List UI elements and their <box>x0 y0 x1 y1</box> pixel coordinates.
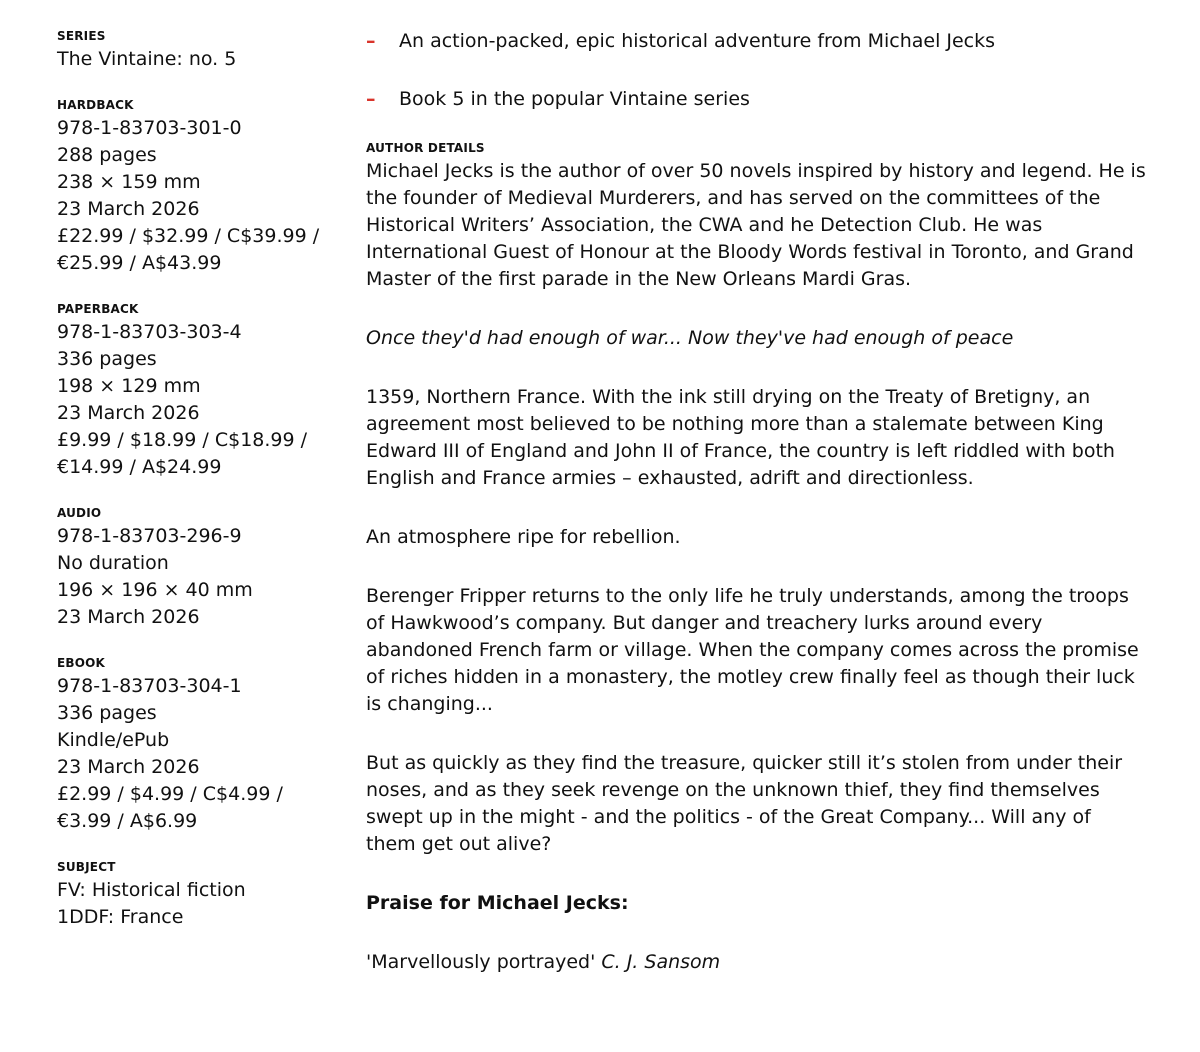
description-paragraph: But as quickly as they find the treasure, quicker still it’s stolen from under their noses, and as they seek revenge on the unknown thief, they find themselves swept up in the might - and the politics - of the Great Company... Will any of them get out alive? <box>366 752 1123 855</box>
highlight-bullet-text: An action-packed, epic historical adventure from Michael Jecks <box>399 30 996 52</box>
subject-line-1: FV: Historical fiction <box>57 879 246 901</box>
hardback-section <box>57 97 327 277</box>
audio-duration: No duration <box>57 552 169 574</box>
book-description <box>366 28 1146 976</box>
subject-section <box>57 859 327 931</box>
hardback-price-line-2: €25.99 / A$43.99 <box>57 252 222 274</box>
audio-label: AUDIO <box>57 506 102 520</box>
paperback-date: 23 March 2026 <box>57 402 200 424</box>
paperback-price-line-2: €14.99 / A$24.99 <box>57 456 222 478</box>
ebook-date: 23 March 2026 <box>57 756 200 778</box>
description-paragraph: Berenger Fripper returns to the only life he truly understands, among the troops of Hawkwood’s company. But danger and treachery lurks around every abandoned French farm or village. When the company comes across the promise of riches hidden in a monastery, the motley crew finally feel as though their luck is changing... <box>366 585 1139 715</box>
hardback-label: HARDBACK <box>57 98 134 112</box>
ebook-label: EBOOK <box>57 656 106 670</box>
ebook-section <box>57 655 327 835</box>
paperback-section <box>57 301 327 481</box>
praise-heading: Praise for Michael Jecks: <box>366 892 629 914</box>
book-details-sidebar <box>57 28 327 955</box>
praise-quote: 'Marvellously portrayed' <box>366 951 596 973</box>
hardback-pages: 288 pages <box>57 144 157 166</box>
audio-date: 23 March 2026 <box>57 606 200 628</box>
ebook-price-line-2: €3.99 / A$6.99 <box>57 810 198 832</box>
author-details-label: AUTHOR DETAILS <box>366 141 485 155</box>
paperback-label: PAPERBACK <box>57 302 139 316</box>
highlight-bullet-text: Book 5 in the popular Vintaine series <box>399 88 750 110</box>
hardback-dimensions: 238 × 159 mm <box>57 171 201 193</box>
ebook-format: Kindle/ePub <box>57 729 170 751</box>
hardback-price-line-1: £22.99 / $32.99 / C$39.99 / <box>57 225 320 247</box>
audio-isbn: 978-1-83703-296-9 <box>57 525 242 547</box>
series-value: The Vintaine: no. 5 <box>57 48 237 70</box>
paperback-isbn: 978-1-83703-303-4 <box>57 321 242 343</box>
description-paragraph: An atmosphere ripe for rebellion. <box>366 526 681 548</box>
paperback-pages: 336 pages <box>57 348 157 370</box>
series-label: SERIES <box>57 29 106 43</box>
tagline: Once they'd had enough of war... Now they've had enough of peace <box>366 327 1014 349</box>
author-details-text: Michael Jecks is the author of over 50 novels inspired by history and legend. He is the founder of Medieval Murderers, and has served on the committees of the Historical Writers’ Association, the CWA and he Detection Club. He was International Guest of Honour at the Bloody Words festival in Toronto, and Grand Master of the first parade in the New Orleans Mardi Gras. <box>366 160 1146 290</box>
series-section <box>57 28 327 73</box>
highlight-bullet <box>366 86 1146 113</box>
hardback-isbn: 978-1-83703-301-0 <box>57 117 242 139</box>
description-paragraph: 1359, Northern France. With the ink still drying on the Treaty of Bretigny, an agreement most believed to be nothing more than a stalemate between King Edward III of England and John II of France, the country is left riddled with both English and France armies – exhausted, adrift and directionless. <box>366 386 1115 489</box>
highlight-bullet <box>366 28 1146 55</box>
praise-author: C. J. Sansom <box>601 951 721 973</box>
subject-line-2: 1DDF: France <box>57 906 184 928</box>
ebook-price-line-1: £2.99 / $4.99 / C$4.99 / <box>57 783 283 805</box>
paperback-dimensions: 198 × 129 mm <box>57 375 201 397</box>
subject-label: SUBJECT <box>57 860 116 874</box>
bullet-dash: – <box>366 30 376 52</box>
bullet-dash: – <box>366 88 376 110</box>
praise-quote-line <box>366 949 1146 976</box>
ebook-pages: 336 pages <box>57 702 157 724</box>
ebook-isbn: 978-1-83703-304-1 <box>57 675 242 697</box>
paperback-price-line-1: £9.99 / $18.99 / C$18.99 / <box>57 429 308 451</box>
audio-section <box>57 505 327 631</box>
hardback-date: 23 March 2026 <box>57 198 200 220</box>
audio-dimensions: 196 × 196 × 40 mm <box>57 579 253 601</box>
